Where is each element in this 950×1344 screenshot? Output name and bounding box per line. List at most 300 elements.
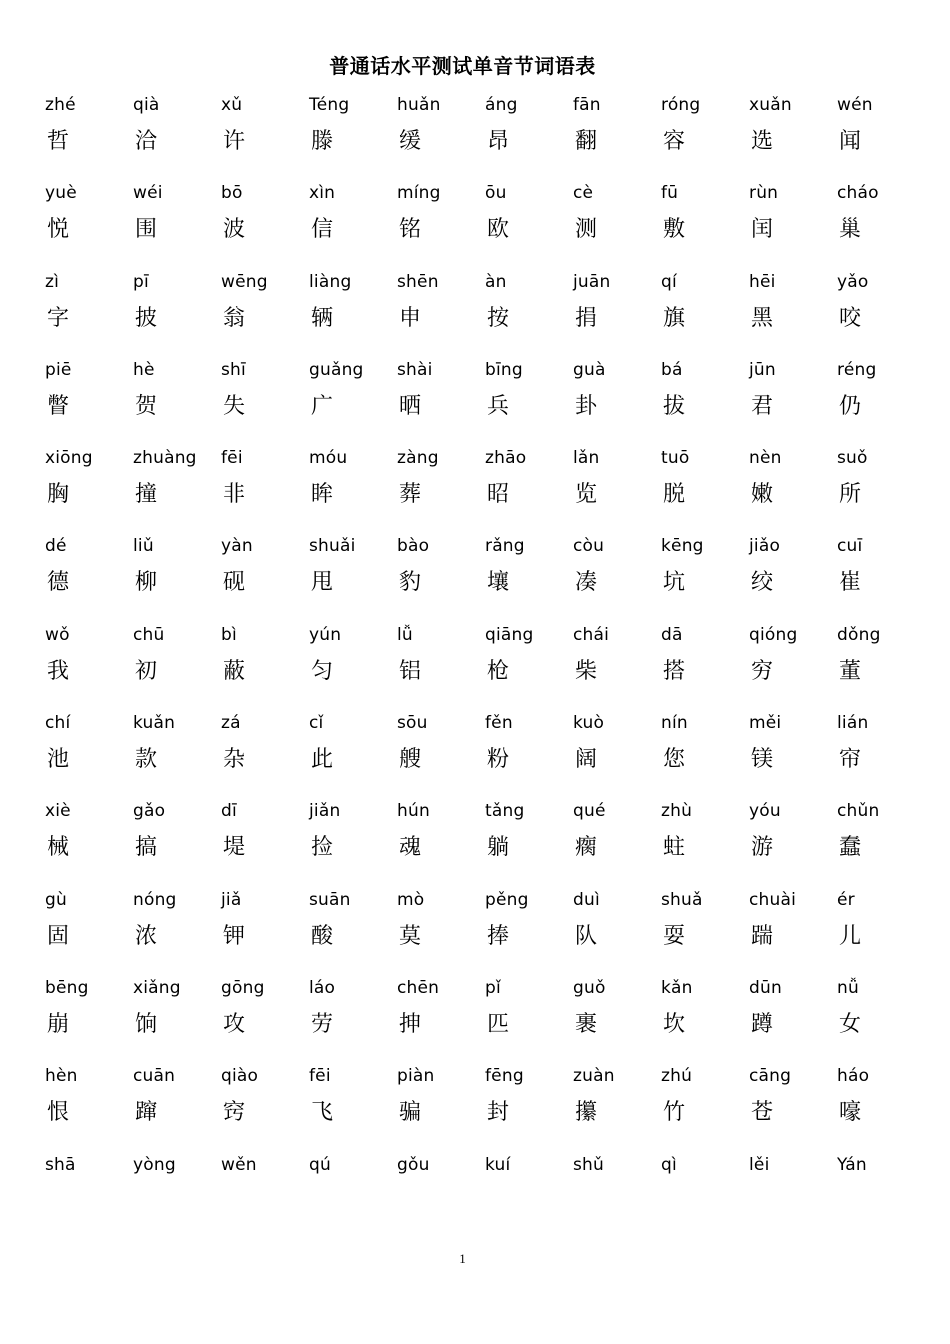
syllable-cell [573, 975, 661, 1063]
pinyin-text: xiǎng [133, 977, 181, 998]
pinyin-text: xìn [309, 183, 336, 204]
pinyin-text: duì [573, 889, 600, 910]
hanzi-character: 骗 [399, 1100, 422, 1126]
pinyin-text: nín [661, 713, 688, 734]
hanzi-character: 搞 [135, 835, 158, 861]
syllable-cell [573, 445, 661, 533]
pinyin-text: qí [661, 271, 677, 292]
pinyin-text: kuǎn [133, 713, 176, 734]
hanzi-character: 按 [487, 305, 510, 331]
pinyin-text: rùn [749, 183, 779, 204]
hanzi-character: 耍 [663, 923, 686, 949]
hanzi-character: 广 [311, 393, 334, 419]
pinyin-text: bá [661, 359, 683, 380]
pinyin-text: zhuàng [133, 448, 197, 469]
pinyin-text: chái [573, 624, 610, 645]
pinyin-text: liàng [309, 271, 352, 292]
hanzi-character: 览 [575, 482, 598, 508]
pinyin-text: hèn [45, 1066, 78, 1087]
syllable-cell [45, 1063, 133, 1151]
hanzi-character: 脱 [663, 482, 686, 508]
syllable-cell [309, 1152, 397, 1240]
syllable-cell [45, 357, 133, 445]
hanzi-character: 翁 [223, 305, 246, 331]
hanzi-character: 董 [839, 658, 862, 684]
syllable-cell [661, 887, 749, 975]
pinyin-text: xiōng [45, 448, 93, 469]
pinyin-text: jūn [749, 359, 776, 380]
pinyin-text: cè [573, 183, 594, 204]
syllable-row [45, 887, 925, 975]
syllable-cell [485, 92, 573, 180]
syllable-cell [309, 710, 397, 798]
pinyin-text: qià [133, 95, 160, 115]
hanzi-character: 穷 [751, 658, 774, 684]
syllable-cell [573, 887, 661, 975]
syllable-cell [45, 445, 133, 533]
syllable-cell [749, 710, 837, 798]
hanzi-character: 巢 [839, 217, 862, 243]
syllable-cell [221, 357, 309, 445]
syllable-cell [221, 975, 309, 1063]
hanzi-character: 封 [487, 1100, 510, 1126]
hanzi-character: 匹 [487, 1011, 510, 1037]
syllable-cell [749, 1152, 837, 1240]
syllable-cell [45, 975, 133, 1063]
pinyin-text: qué [573, 801, 606, 822]
pinyin-text: xǔ [221, 95, 243, 115]
syllable-cell [837, 887, 925, 975]
syllable-cell [661, 357, 749, 445]
hanzi-character: 酸 [311, 923, 334, 949]
hanzi-character: 波 [223, 217, 246, 243]
syllable-row [45, 92, 925, 180]
pinyin-text: fěn [485, 713, 513, 734]
pinyin-text: zàng [397, 448, 439, 469]
pinyin-text: guǒ [573, 977, 606, 998]
hanzi-character: 坎 [663, 1011, 686, 1037]
pinyin-text: xuǎn [749, 95, 792, 115]
pinyin-text: chēn [397, 977, 440, 998]
syllable-row [45, 445, 925, 533]
syllable-cell [837, 1152, 925, 1240]
pinyin-text: dǒng [837, 624, 881, 645]
syllable-row [45, 180, 925, 268]
pinyin-text: jiǎo [749, 536, 781, 557]
syllable-cell [45, 887, 133, 975]
hanzi-character: 械 [47, 835, 70, 861]
pinyin-text: pī [133, 271, 149, 292]
hanzi-character: 容 [663, 129, 686, 154]
hanzi-character: 飞 [311, 1100, 334, 1126]
syllable-cell [397, 445, 485, 533]
syllable-cell [661, 1152, 749, 1240]
pinyin-text: nǚ [837, 977, 859, 998]
hanzi-character: 初 [135, 658, 158, 684]
syllable-cell [837, 975, 925, 1063]
hanzi-character: 凑 [575, 570, 598, 596]
hanzi-character: 辆 [311, 305, 334, 331]
pinyin-text: cāng [749, 1066, 792, 1087]
hanzi-character: 捧 [487, 923, 510, 949]
pinyin-text: cǐ [309, 713, 324, 734]
pinyin-text: liǔ [133, 536, 154, 557]
hanzi-character: 蹲 [751, 1011, 774, 1037]
hanzi-character: 哲 [47, 129, 70, 154]
syllable-cell [573, 533, 661, 621]
syllable-cell [397, 710, 485, 798]
hanzi-character: 镁 [751, 747, 774, 773]
pinyin-text: lǎn [573, 448, 600, 469]
hanzi-character: 选 [751, 129, 774, 154]
pinyin-text: dé [45, 536, 67, 557]
syllable-cell [837, 622, 925, 710]
pinyin-text: tuō [661, 448, 690, 469]
hanzi-character: 柳 [135, 570, 158, 596]
hanzi-character: 莫 [399, 923, 422, 949]
hanzi-character: 君 [751, 393, 774, 419]
syllable-row [45, 269, 925, 357]
syllable-cell [837, 533, 925, 621]
pinyin-text: qiào [221, 1066, 259, 1087]
pinyin-text: háo [837, 1066, 870, 1087]
syllable-cell [133, 1152, 221, 1240]
syllable-cell [45, 622, 133, 710]
pinyin-text: yàn [221, 536, 253, 557]
pinyin-text: dūn [749, 977, 782, 998]
syllable-cell [485, 1152, 573, 1240]
syllable-cell [221, 269, 309, 357]
pinyin-text: chuài [749, 889, 797, 910]
syllable-cell [133, 357, 221, 445]
pinyin-text: lǚ [397, 624, 413, 645]
syllable-row [45, 622, 925, 710]
pinyin-text: zuàn [573, 1066, 615, 1087]
pinyin-text: lěi [749, 1154, 770, 1175]
hanzi-character: 崩 [47, 1011, 70, 1037]
hanzi-character: 闰 [751, 217, 774, 243]
pinyin-text: shài [397, 359, 433, 380]
pinyin-text: shǔ [573, 1154, 605, 1175]
hanzi-character: 眸 [311, 482, 334, 508]
hanzi-character: 躺 [487, 835, 510, 861]
hanzi-character: 甩 [311, 570, 334, 596]
pinyin-text: guǎng [309, 359, 364, 380]
hanzi-character: 捡 [311, 835, 334, 861]
syllable-cell [573, 798, 661, 886]
syllable-cell [133, 975, 221, 1063]
syllable-cell [397, 798, 485, 886]
syllable-cell [485, 180, 573, 268]
hanzi-character: 柴 [575, 658, 598, 684]
syllable-cell [661, 798, 749, 886]
pinyin-text: zá [221, 713, 241, 734]
pinyin-text: hè [133, 359, 155, 380]
syllable-cell [221, 533, 309, 621]
pinyin-text: yóu [749, 801, 781, 822]
pinyin-text: pǐ [485, 977, 501, 998]
pinyin-text: sōu [397, 713, 428, 734]
pinyin-text: piē [45, 359, 72, 380]
syllable-cell [45, 92, 133, 180]
pinyin-text: xiè [45, 801, 71, 822]
pinyin-text: qú [309, 1154, 331, 1175]
hanzi-character: 魂 [399, 835, 422, 861]
syllable-cell [221, 710, 309, 798]
hanzi-character: 蛀 [663, 835, 686, 861]
syllable-cell [485, 622, 573, 710]
hanzi-character: 攥 [575, 1100, 598, 1126]
hanzi-character: 昭 [487, 482, 510, 508]
syllable-cell [573, 1152, 661, 1240]
syllable-row [45, 1152, 925, 1240]
hanzi-character: 翻 [575, 129, 598, 154]
syllable-cell [309, 445, 397, 533]
pinyin-text: hēi [749, 271, 776, 292]
syllable-cell [573, 1063, 661, 1151]
hanzi-character: 撞 [135, 482, 158, 508]
pinyin-text: shēn [397, 271, 439, 292]
syllable-cell [749, 1063, 837, 1151]
pinyin-text: bì [221, 624, 237, 645]
hanzi-character: 悦 [47, 217, 70, 243]
syllable-cell [45, 269, 133, 357]
pinyin-text: jiǎn [309, 801, 341, 822]
pinyin-text: cuī [837, 536, 863, 557]
pinyin-text: zhù [661, 801, 693, 822]
syllable-cell [221, 1152, 309, 1240]
syllable-cell [661, 1063, 749, 1151]
pinyin-text: fēi [309, 1066, 331, 1087]
pinyin-text: suān [309, 889, 351, 910]
syllable-cell [133, 887, 221, 975]
pinyin-text: wéi [133, 183, 163, 204]
hanzi-character: 崔 [839, 570, 862, 596]
syllable-row [45, 533, 925, 621]
syllable-cell [221, 798, 309, 886]
hanzi-character: 铭 [399, 217, 422, 243]
hanzi-character: 字 [47, 305, 70, 331]
syllable-cell [133, 798, 221, 886]
page-number: 1 [459, 1251, 466, 1266]
pinyin-text: shuǎ [661, 889, 703, 910]
hanzi-character: 闻 [839, 129, 862, 154]
hanzi-character: 昂 [487, 129, 510, 154]
syllable-cell [397, 533, 485, 621]
pinyin-text: qì [661, 1154, 677, 1175]
hanzi-character: 滕 [311, 129, 334, 154]
pinyin-text: gōng [221, 977, 265, 998]
syllable-cell [749, 533, 837, 621]
hanzi-character: 帘 [839, 747, 862, 773]
syllable-cell [397, 180, 485, 268]
syllable-cell [485, 1063, 573, 1151]
syllable-cell [133, 445, 221, 533]
pinyin-text: kǎn [661, 977, 693, 998]
syllable-cell [309, 92, 397, 180]
syllable-cell [485, 533, 573, 621]
syllable-cell [573, 710, 661, 798]
syllable-cell [485, 357, 573, 445]
pinyin-text: wēng [221, 271, 268, 292]
syllable-cell [45, 710, 133, 798]
syllable-row [45, 357, 925, 445]
hanzi-character: 黑 [751, 305, 774, 331]
syllable-cell [221, 92, 309, 180]
syllable-cell [661, 269, 749, 357]
pinyin-text: réng [837, 359, 877, 380]
pinyin-text: zhú [661, 1066, 693, 1087]
hanzi-character: 蹿 [135, 1100, 158, 1126]
hanzi-character: 蔽 [223, 658, 246, 684]
pinyin-text: shuǎi [309, 536, 356, 557]
hanzi-character: 壤 [487, 570, 510, 596]
pinyin-text: shā [45, 1154, 76, 1175]
pinyin-text: nèn [749, 448, 782, 469]
pinyin-text: chǔn [837, 801, 880, 822]
hanzi-character: 咬 [839, 305, 862, 331]
syllable-cell [837, 357, 925, 445]
hanzi-character: 您 [663, 747, 686, 773]
pinyin-text: ōu [485, 183, 507, 204]
pinyin-text: bīng [485, 359, 523, 380]
syllable-grid [45, 92, 925, 1240]
syllable-cell [749, 798, 837, 886]
syllable-cell [661, 533, 749, 621]
syllable-row [45, 710, 925, 798]
syllable-cell [573, 180, 661, 268]
pinyin-text: wén [837, 95, 873, 115]
pinyin-text: cháo [837, 183, 879, 204]
syllable-cell [133, 533, 221, 621]
syllable-cell [661, 445, 749, 533]
hanzi-character: 仍 [839, 393, 862, 419]
hanzi-character: 豹 [399, 570, 422, 596]
hanzi-character: 瘸 [575, 835, 598, 861]
pinyin-text: guà [573, 359, 606, 380]
syllable-cell [309, 798, 397, 886]
pinyin-text: bào [397, 536, 430, 557]
pinyin-text: chū [133, 624, 165, 645]
syllable-cell [309, 269, 397, 357]
syllable-cell [749, 887, 837, 975]
syllable-cell [397, 1152, 485, 1240]
syllable-cell [45, 180, 133, 268]
syllable-cell [749, 975, 837, 1063]
pinyin-text: Yán [837, 1154, 867, 1175]
hanzi-character: 拔 [663, 393, 686, 419]
syllable-cell [45, 798, 133, 886]
pinyin-text: wǒ [45, 624, 70, 645]
syllable-cell [45, 533, 133, 621]
pinyin-text: huǎn [397, 95, 441, 115]
hanzi-character: 申 [399, 305, 422, 331]
syllable-cell [309, 975, 397, 1063]
syllable-cell [309, 533, 397, 621]
hanzi-character: 旗 [663, 305, 686, 331]
hanzi-character: 葬 [399, 482, 422, 508]
hanzi-character: 裹 [575, 1011, 598, 1037]
hanzi-character: 饷 [135, 1011, 158, 1037]
syllable-cell [749, 357, 837, 445]
pinyin-text: yuè [45, 183, 77, 204]
syllable-cell [573, 357, 661, 445]
hanzi-character: 浓 [135, 923, 158, 949]
syllable-cell [837, 1063, 925, 1151]
syllable-cell [573, 269, 661, 357]
pinyin-text: àn [485, 271, 507, 292]
pinyin-text: yǎo [837, 271, 869, 292]
pinyin-text: jiǎ [221, 889, 242, 910]
pinyin-text: míng [397, 183, 441, 204]
pinyin-text: qiāng [485, 624, 534, 645]
syllable-cell [133, 180, 221, 268]
pinyin-text: dā [661, 624, 683, 645]
pinyin-text: gǒu [397, 1154, 430, 1175]
hanzi-character: 洽 [135, 129, 158, 154]
hanzi-character: 女 [839, 1011, 862, 1037]
hanzi-character: 非 [223, 482, 246, 508]
hanzi-character: 攻 [223, 1011, 246, 1037]
syllable-cell [309, 180, 397, 268]
pinyin-text: fū [661, 183, 679, 204]
hanzi-character: 信 [311, 217, 334, 243]
pinyin-text: láo [309, 977, 336, 998]
hanzi-character: 捐 [575, 305, 598, 331]
pinyin-text: juān [573, 271, 611, 292]
syllable-cell [661, 622, 749, 710]
pinyin-text: móu [309, 448, 348, 469]
pinyin-text: còu [573, 536, 605, 557]
hanzi-character: 失 [223, 393, 246, 419]
syllable-cell [221, 180, 309, 268]
syllable-cell [133, 622, 221, 710]
syllable-cell [837, 710, 925, 798]
hanzi-character: 敷 [663, 217, 686, 243]
pinyin-text: zì [45, 271, 60, 292]
syllable-cell [749, 92, 837, 180]
syllable-cell [309, 887, 397, 975]
hanzi-character: 许 [223, 129, 246, 154]
hanzi-character: 德 [47, 570, 70, 596]
hanzi-character: 竹 [663, 1100, 686, 1126]
hanzi-character: 阔 [575, 747, 598, 773]
hanzi-character: 铝 [399, 658, 422, 684]
pinyin-text: nóng [133, 889, 177, 910]
hanzi-character: 恨 [47, 1100, 70, 1126]
syllable-cell [221, 445, 309, 533]
pinyin-text: měi [749, 713, 782, 734]
pinyin-text: lián [837, 713, 869, 734]
hanzi-character: 兵 [487, 393, 510, 419]
pinyin-text: kuí [485, 1154, 511, 1175]
hanzi-character: 艘 [399, 747, 422, 773]
hanzi-character: 所 [839, 482, 862, 508]
pinyin-text: rǎng [485, 536, 525, 557]
hanzi-character: 测 [575, 217, 598, 243]
pinyin-text: kuò [573, 713, 605, 734]
pinyin-text: dī [221, 801, 237, 822]
hanzi-character: 欧 [487, 217, 510, 243]
pinyin-text: suǒ [837, 448, 868, 469]
syllable-cell [221, 887, 309, 975]
syllable-row [45, 1063, 925, 1151]
syllable-cell [221, 622, 309, 710]
syllable-cell [485, 975, 573, 1063]
syllable-cell [133, 710, 221, 798]
syllable-cell [397, 1063, 485, 1151]
hanzi-character: 砚 [223, 570, 246, 596]
